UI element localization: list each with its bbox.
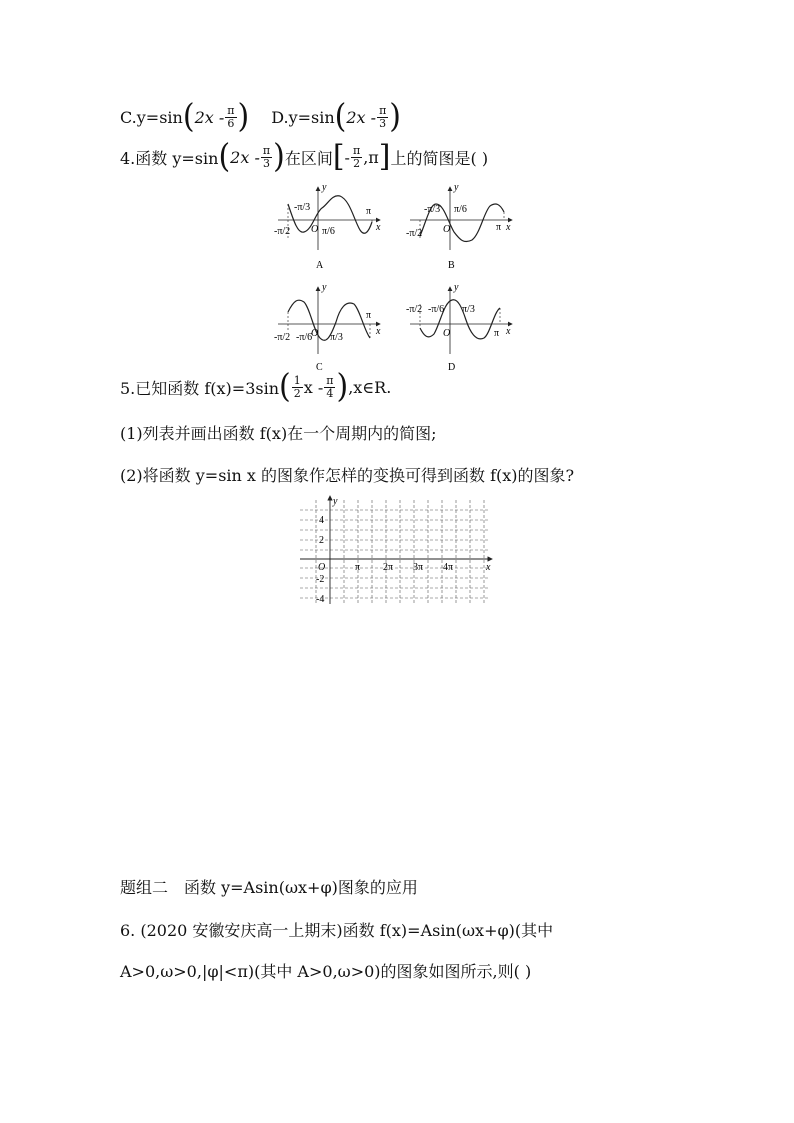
q5-grid-y-tick-3: -2 (316, 574, 325, 585)
q4-mid: 在区间 (284, 148, 333, 168)
graph-a-origin: O (311, 224, 319, 235)
left-paren: ( (279, 367, 291, 406)
right-paren: ) (336, 367, 349, 406)
q5-pi-fraction: $\frac{\pi}{4}$ (326, 373, 334, 400)
q5-grid-origin: O (318, 562, 326, 573)
graph-d-tick-1: -π/2 (406, 304, 423, 315)
graph-b-origin: O (443, 224, 451, 235)
graph-a-tick-4: π (366, 206, 372, 217)
graph-b-x-label: x (506, 222, 511, 233)
graph-d-x-label: x (506, 326, 511, 337)
graph-d-origin: O (443, 328, 451, 339)
q4-fraction: $\frac{\pi}{3}$ (262, 143, 271, 170)
graph-c-tick-2: -π/6 (296, 332, 313, 343)
option-d-fraction: $\frac{\pi}{3}$ (379, 103, 387, 130)
graph-d-tick-4: π (494, 328, 500, 339)
option-c-expr: 2x - (194, 107, 225, 127)
graph-a-label: A (316, 260, 324, 271)
graph-b-y-label: y (454, 182, 459, 193)
graph-a-tick-2: -π/2 (274, 226, 291, 237)
option-d-expr: 2x - (346, 107, 377, 127)
q5-grid-y-tick-2: 2 (319, 535, 324, 546)
q5-grid-x-tick-3: 3π (413, 562, 424, 573)
q5-grid-x-label: x (486, 562, 491, 573)
graph-c-x-label: x (376, 326, 381, 337)
graph-d-tick-3: π/3 (462, 304, 475, 315)
graph-a-tick-1: -π/3 (294, 202, 311, 213)
question-4-stem (120, 137, 489, 176)
q5-grid-x-tick-2: 2π (383, 562, 394, 573)
graph-a-y-label: y (322, 182, 327, 193)
graph-c-y-label: y (322, 282, 327, 293)
right-paren: ) (237, 97, 250, 136)
q6-line-2: A>0,ω>0,|φ|<π)(其中 A>0,ω>0)的图象如图所示,则( ) (120, 961, 532, 981)
left-paren: ( (182, 97, 195, 136)
right-paren: ) (273, 137, 285, 176)
left-bracket: [ (332, 139, 345, 174)
q4-graphs (270, 182, 530, 372)
q4-neg: - (344, 147, 350, 167)
graph-c (274, 282, 381, 372)
graph-a-x-label: x (376, 222, 381, 233)
graph-c-label: C (316, 362, 323, 372)
graph-b-label: B (448, 260, 455, 271)
q4-prefix: 4.函数 y=sin (120, 148, 219, 168)
graph-a-tick-3: π/6 (322, 226, 335, 237)
q5-grid-y-tick-1: 4 (319, 515, 324, 526)
option-c-fraction: $\frac{\pi}{6}$ (227, 103, 235, 130)
q4-interval-fraction: $\frac{\pi}{2}$ (352, 143, 361, 170)
q5-expr: x - (303, 377, 324, 397)
graph-a (274, 182, 381, 271)
option-c-prefix: C.y=sin (120, 107, 183, 127)
q4-interval-end: ,π (363, 147, 379, 167)
graph-d (406, 282, 512, 372)
graph-c-tick-3: π/3 (330, 332, 343, 343)
right-bracket: ] (378, 139, 391, 174)
graph-b-tick-1: -π/3 (424, 204, 441, 215)
question-5-stem (120, 367, 392, 406)
left-paren: ( (334, 97, 347, 136)
option-d-prefix: D.y=sin (271, 107, 335, 127)
graph-c-origin: O (311, 328, 319, 339)
graph-c-tick-1: -π/2 (274, 332, 291, 343)
graph-d-label: D (448, 362, 456, 372)
graph-b-tick-4: π (496, 222, 502, 233)
q5-grid-y-label: y (333, 496, 338, 507)
q6-line-1: 6. (2020 安徽安庆高一上期末)函数 f(x)=Asin(ωx+φ)(其中 (120, 920, 554, 940)
q5-grid-x-tick-1: π (355, 562, 361, 573)
graph-b-tick-2: -π/2 (406, 228, 423, 239)
q5-grid-y-tick-4: -4 (316, 594, 325, 605)
q4-suffix: 上的简图是( ) (390, 148, 489, 168)
q5-grid (296, 494, 496, 606)
q5-part1: (1)列表并画出函数 f(x)在一个周期内的简图; (120, 423, 437, 443)
graph-c-tick-4: π (366, 310, 372, 321)
options-cd-line (120, 97, 402, 136)
graph-b-tick-3: π/6 (454, 204, 467, 215)
q4-expr: 2x - (230, 147, 260, 167)
graph-b (406, 182, 512, 271)
graph-d-tick-2: -π/6 (428, 304, 445, 315)
right-paren: ) (389, 97, 402, 136)
section-2-title: 题组二 函数 y=Asin(ωx+φ)图象的应用 (120, 877, 418, 897)
q5-grid-x-tick-4: 4π (443, 562, 454, 573)
q5-half-fraction: $\frac{1}{2}$ (293, 373, 301, 400)
graph-d-y-label: y (454, 282, 459, 293)
q5-part2: (2)将函数 y=sin x 的图象作怎样的变换可得到函数 f(x)的图象? (120, 465, 575, 485)
q5-prefix: 5.已知函数 f(x)=3sin (120, 378, 280, 398)
left-paren: ( (218, 137, 231, 176)
q5-suffix: ,x∈R. (348, 377, 392, 397)
